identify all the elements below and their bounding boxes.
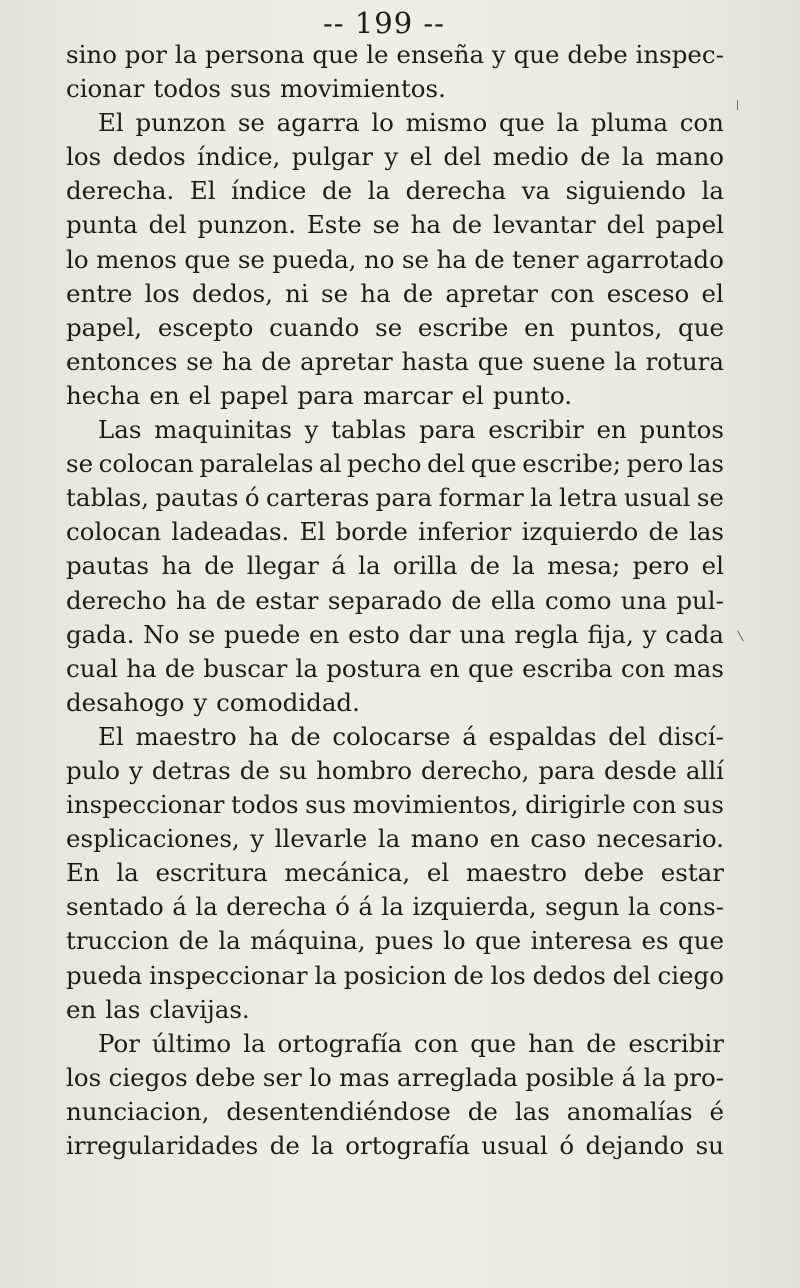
text-line: se colocan paralelas al pecho del que escribe; pero las [66, 449, 724, 479]
text-line: punta del punzon. Este se ha de levantar del papel [66, 210, 724, 240]
text-line: Las maquinitas y tablas para escribir en puntos [98, 415, 724, 445]
text-line: pautas ha de llegar á la orilla de la mesa; pero el [66, 551, 724, 581]
text-line: desahogo y comodidad. [66, 687, 360, 717]
text-line: los ciegos debe ser lo mas arreglada posible á la pro- [66, 1062, 724, 1092]
text-line: Por último la ortografía con que han de escribir [98, 1028, 724, 1058]
text-line: colocan ladeadas. El borde inferior izquierdo de las [66, 517, 724, 547]
text-line: en las clavijas. [66, 994, 250, 1024]
text-line: los dedos índice, pulgar y el del medio de la mano [66, 142, 724, 172]
text-line: gada. No se puede en esto dar una regla fija, y cada [66, 619, 724, 649]
paragraph [66, 1027, 724, 1163]
text-line: inspeccionar todos sus movimientos, dirigirle con sus [66, 790, 724, 820]
text-line: En la escritura mecánica, el maestro debe estar [66, 858, 724, 888]
text-line: cionar todos sus movimientos. [66, 74, 446, 104]
text-line: El maestro ha de colocarse á espaldas del discí- [98, 721, 724, 751]
text-line: sino por la persona que le enseña y que debe inspec- [66, 40, 724, 69]
text-line: derecho ha de estar separado de ella como una pul- [66, 585, 724, 615]
text-line: esplicaciones, y llevarle la mano en caso necesario. [66, 824, 724, 854]
text-line: lo menos que se pueda, no se ha de tener agarrotado [66, 244, 724, 274]
text-line: pueda inspeccionar la posicion de los dedos del ciego [66, 960, 724, 990]
paragraph [66, 413, 724, 720]
text-line: cual ha de buscar la postura en que escriba con mas [66, 653, 724, 683]
text-line: tablas, pautas ó carteras para formar la letra usual se [66, 483, 724, 513]
text-line: irregularidades de la ortografía usual ó dejando su [66, 1131, 724, 1160]
text-line: papel, escepto cuando se escribe en puntos, que [66, 312, 724, 342]
text-line: entre los dedos, ni se ha de apretar con esceso el [66, 278, 724, 308]
margin-mark [737, 100, 738, 110]
text-line: pulo y detras de su hombro derecho, para desde allí [66, 755, 724, 785]
text-line: entonces se ha de apretar hasta que suene la rotura [66, 346, 724, 376]
page-number: -- 199 -- [323, 6, 445, 40]
text-line: nunciacion, desentendiéndose de las anomalías é [66, 1096, 724, 1126]
paragraph [66, 106, 724, 413]
text-line: El punzon se agarra lo mismo que la pluma con [98, 108, 724, 138]
paragraph [66, 720, 724, 1027]
text-line: hecha en el papel para marcar el punto. [66, 380, 573, 410]
paragraph [66, 38, 724, 106]
margin-mark [737, 631, 744, 642]
body-text [66, 38, 724, 1163]
text-line: sentado á la derecha ó á la izquierda, segun la cons- [66, 892, 724, 922]
text-line: derecha. El índice de la derecha va siguiendo la [66, 176, 724, 206]
text-line: truccion de la máquina, pues lo que interesa es que [66, 926, 724, 956]
